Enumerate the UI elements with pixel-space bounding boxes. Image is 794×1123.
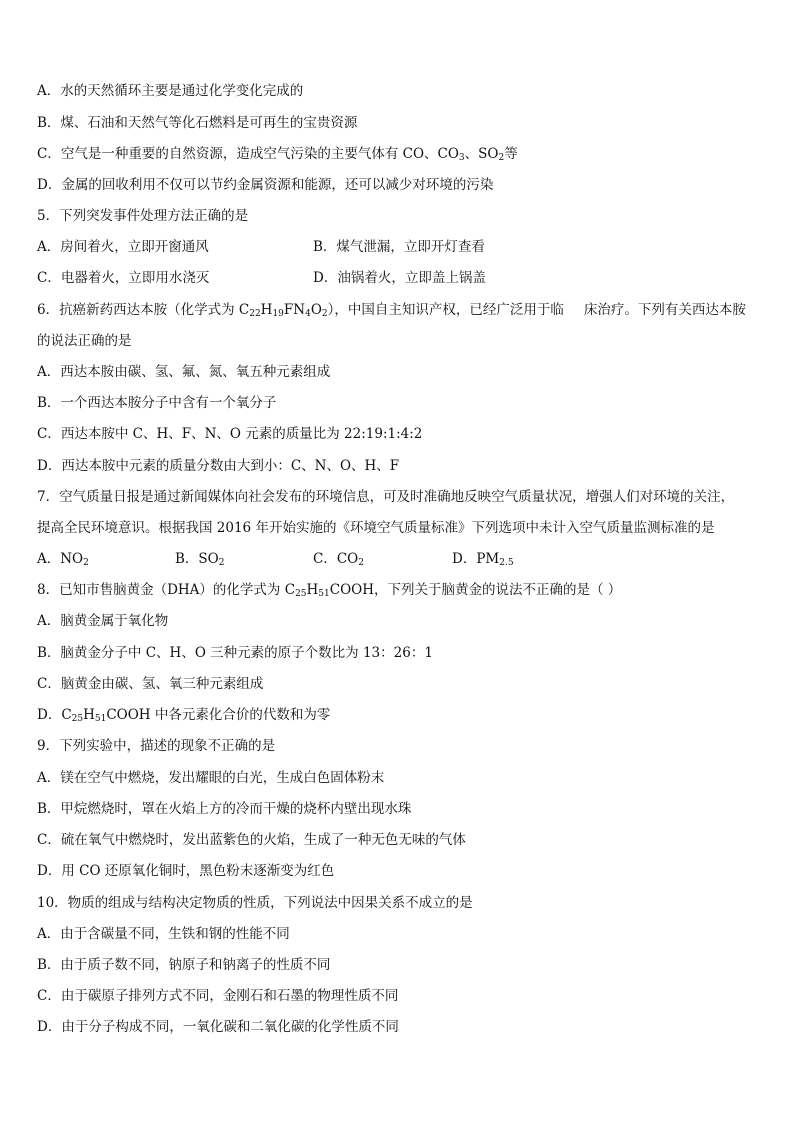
q9-option-a: A．镁在空气中燃烧，发出耀眼的白光，生成白色固体粉末: [37, 770, 385, 786]
q6-stem: 6．抗癌新药西达本胺（化学式为 $C_{22}H_{19}FN_4O_2$），中国自主知识产权，已经广泛用于临 床治疗。下列有关西达本胺: [37, 302, 746, 319]
q6-option-d: D．西达本胺中元素的质量分数由大到小：C、N、O、H、F: [37, 458, 400, 474]
q9-option-c: C．硫在氧气中燃烧时，发出蓝紫色的火焰，生成了一种无色无味的气体: [37, 832, 466, 848]
q7-stem: 7．空气质量日报是通过新闻媒体向社会发布的环境信息，可及时准确地反映空气质量状况，增强人们对环境的关注，: [37, 489, 735, 505]
q8-option-a: A．脑黄金属于氧化物: [37, 613, 169, 629]
q10-stem: 10．物质的组成与结构决定物质的性质，下列说法中因果关系不成立的是: [37, 895, 473, 911]
q5-option-b: B．煤气泄漏，立即开灯查看: [313, 239, 485, 255]
q5-stem: 5．下列突发事件处理方法正确的是: [37, 208, 249, 224]
q8-option-d: D．$C_{25}H_{51}COOH$ 中各元素化合价的代数和为零: [37, 707, 331, 724]
q4-option-d: D．金属的回收利用不仅可以节约金属资源和能源，还可以减少对环境的污染: [37, 177, 494, 193]
q7-option-c: C．$CO_2$: [313, 551, 364, 568]
q7-option-d: D．$PM_{2.5}$: [452, 551, 514, 568]
q10-option-b: B．由于质子数不同，钠原子和钠离子的性质不同: [37, 957, 331, 973]
q5-option-d: D．油锅着火，立即盖上锅盖: [313, 270, 486, 286]
q6-option-c: C．西达本胺中 C、H、F、N、O 元素的质量比为 22:19:1:4:2: [37, 426, 423, 442]
q10-option-d: D．由于分子构成不同，一氧化碳和二氧化碳的化学性质不同: [37, 1019, 399, 1035]
q10-option-a: A．由于含碳量不同，生铁和钢的性能不同: [37, 926, 290, 942]
q7-option-a: A．$NO_2$: [37, 551, 89, 568]
q4-option-c: C．空气是一种重要的自然资源，造成空气污染的主要气体有 CO、$CO_3$、$SO_2$等: [37, 146, 518, 163]
q5-option-a: A．房间着火，立即开窗通风: [37, 239, 209, 255]
q9-option-d: D．用 CO 还原氧化铜时，黑色粉末逐渐变为红色: [37, 863, 335, 879]
q5-option-c: C．电器着火，立即用水浇灭: [37, 270, 210, 286]
q9-option-b: B．甲烷燃烧时，罩在火焰上方的冷而干燥的烧杯内壁出现水珠: [37, 801, 412, 817]
q10-option-c: C．由于碳原子排列方式不同，金刚石和石墨的物理性质不同: [37, 988, 399, 1004]
q9-stem: 9．下列实验中，描述的现象不正确的是: [37, 738, 276, 754]
q4-option-b: B．煤、石油和天然气等化石燃料是可再生的宝贵资源: [37, 115, 358, 131]
q8-stem: 8．已知市售脑黄金（DHA）的化学式为 $C_{25}H_{51}COOH$，下列关于脑黄金的说法不正确的是（ ）: [37, 582, 622, 599]
q4-option-a: A．水的天然循环主要是通过化学变化完成的: [37, 83, 304, 99]
q8-option-c: C．脑黄金由碳、氢、氧三种元素组成: [37, 676, 264, 692]
q6-option-a: A．西达本胺由碳、氢、氟、氮、氧五种元素组成: [37, 364, 331, 380]
q7-stem-continued: 提高全民环境意识。根据我国 2016 年开始实施的《环境空气质量标准》下列选项中未计入空气质量监测标准的是: [37, 520, 715, 536]
q6-stem-continued: 的说法正确的是: [37, 333, 132, 349]
q6-option-b: B．一个西达本胺分子中含有一个氧分子: [37, 395, 277, 411]
q8-option-b: B．脑黄金分子中 C、H、O 三种元素的原子个数比为 13：26：1: [37, 645, 433, 661]
q7-option-b: B．$SO_2$: [175, 551, 225, 568]
